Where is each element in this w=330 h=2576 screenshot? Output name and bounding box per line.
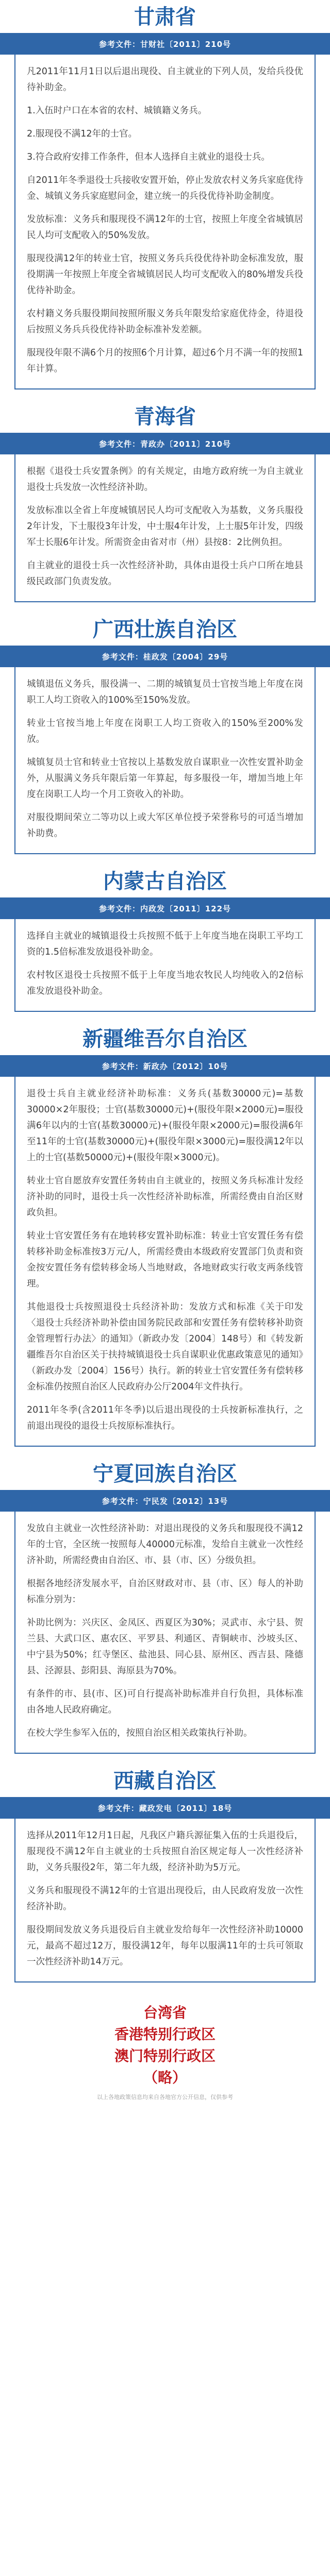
region-section — [0, 0, 330, 389]
policy-paragraph: 自主就业的退役士兵一次性经济补助，具体由退役士兵户口所在地县级民政部门负责发放。 — [27, 561, 303, 587]
policy-paragraph: 城镇退伍义务兵，服役满一、二期的城镇复员士官按当地上年度在岗职工人均工资收入的100%至150%发放。 — [27, 679, 303, 705]
reference-bar — [0, 646, 330, 667]
policy-paragraph: 服役期间发放义务兵退役后自主就业发给每年一次性经济补助10000元，最高不超过12万，服役满12年，每年以服满11年的士兵可领取一次性经济补助14万元。 — [27, 1925, 303, 1967]
reference-document: 参考文件：甘财社〔2011〕210号 — [98, 39, 232, 49]
region-body — [14, 1077, 316, 1447]
policy-paragraph: 服现役年限不满6个月的按照6个月计算，超过6个月不满一年的按照1年计算。 — [27, 348, 303, 374]
reference-document: 参考文件：宁民发〔2012〕13号 — [102, 1496, 228, 1506]
section-spacer — [0, 1982, 330, 1993]
section-spacer — [0, 1447, 330, 1457]
region-section — [0, 1457, 330, 1754]
policy-paragraph: 发放标准以全省上年度城镇居民人均可支配收入为基数，义务兵服役2年计发，下士服役3年计发，中士服4年计发，上士服5年计发，四级军士长服6年计发。所需资金由省对市（州）县按8：2比例负担。 — [27, 505, 303, 548]
policy-paragraph: 农村牧区退役士兵按照不低于上年度当地农牧民人均纯收入的2倍标准发放退役补助金。 — [27, 970, 303, 996]
closing-line-taiwan: 台湾省 — [143, 2004, 187, 2021]
region-body — [14, 55, 316, 389]
reference-document: 参考文件：桂政发〔2004〕29号 — [102, 652, 228, 662]
policy-paragraph: 转业士官按当地上年度在岗职工人均工资收入的150%至200%发放。 — [27, 718, 303, 744]
policy-paragraph: 城镇复员士官和转业士官按以上基数发放自谋职业一次性安置补助金外，从服满义务兵年限后第一年算起，每多服役一年，增加当地上年度在岗职工人均一个月工资收入的补助。 — [27, 757, 303, 800]
region-title: 宁夏回族自治区 — [93, 1462, 237, 1486]
reference-document: 参考文件：新政办〔2012〕10号 — [102, 1061, 228, 1071]
policy-paragraph: 义务兵和服现役不满12年的士官退出现役后，由人民政府发放一次性经济补助。 — [27, 1886, 303, 1912]
reference-bar — [0, 1055, 330, 1077]
region-title: 新疆维吾尔自治区 — [82, 1027, 248, 1051]
section-spacer — [0, 1754, 330, 1764]
region-title: 甘肃省 — [134, 5, 196, 29]
policy-paragraph: 选择自主就业的城镇退役士兵按照不低于上年度当地在岗职工平均工资的1.5倍标准发放退役补助金。 — [27, 931, 303, 957]
region-title: 内蒙古自治区 — [103, 870, 227, 893]
policy-paragraph: 转业士官自愿放弃安置任务转由自主就业的，按照义务兵标准计发经济补助的同时，退役士兵一次性经济补助标准，所需经费由自治区财政负担。 — [27, 1176, 303, 1218]
region-title: 广西壮族自治区 — [93, 618, 237, 641]
policy-paragraph: 转业士官安置任务有在地转移安置补助标准：转业士官安置任务有偿转移补助金标准按3万元/人，所需经费由本级政府安置部门负责和资金按安置任务有偿转移金场人当地财政，各地财政实行收支两条线管理。 — [27, 1231, 303, 1289]
region-section — [0, 1022, 330, 1447]
policy-paragraph: 选择从2011年12月1日起，凡我区户籍兵源征集入伍的士兵退役后，服现役不满12年自主就业的士兵按照自治区规定每人一次性经济补助，义务兵服役2年，第二年九级，经济补助为5万元。 — [27, 1831, 303, 1873]
section-spacer — [0, 602, 330, 613]
policy-paragraph: 有条件的市、县(市、区)可自行提高补助标准并自行负担，具体标准由各地人民政府确定。 — [27, 1689, 303, 1715]
region-section — [0, 613, 330, 854]
closing-line-hongkong: 香港特别行政区 — [114, 2026, 216, 2043]
reference-document: 参考文件：藏政发电〔2011〕18号 — [97, 1803, 233, 1813]
policy-paragraph: 其他退役士兵按照退役士兵经济补助：发放方式和标准《关于印发〈退役士兵经济补助补偿由国务院民政部和安置任务有偿转移补助资金管理暂行办法〉的通知》（新政办发〔2004〕148号）和《转发新疆维吾尔自治区关于扶持城镇退役士兵自谋职业优惠政策意见的通知》（新政办发〔2004〕156号）执行。新的转业士官安置任务有偿转移金标准仍按照自治区人民政府办公厅2004年文件执行。 — [27, 1302, 303, 1392]
section-spacer — [0, 389, 330, 400]
footnote: 以上各地政策信息均来自各地官方公开信息，仅供参考 — [97, 2094, 233, 2100]
section-spacer — [0, 1012, 330, 1022]
closing-line-omitted: （略） — [143, 2069, 187, 2086]
policy-paragraph: 2.服现役不满12年的士官。 — [27, 129, 137, 139]
region-section — [0, 865, 330, 1012]
reference-document: 参考文件：青政办〔2011〕210号 — [98, 439, 232, 449]
reference-bar — [0, 1797, 330, 1819]
region-section — [0, 400, 330, 602]
policy-paragraph: 发放自主就业一次性经济补助：对退出现役的义务兵和服现役不满12年的士官，全区统一按照每人40000元标准，发给自主就业一次性经济补助，所需经费由自治区、市、县（市、区）分级负担。 — [27, 1523, 303, 1566]
region-body — [14, 667, 316, 854]
policy-paragraph: 在校大学生参军入伍的，按照自治区相关政策执行补助。 — [27, 1728, 253, 1738]
policy-paragraph: 1.入伍时户口在本省的农村、城镇籍义务兵。 — [27, 106, 207, 116]
policy-paragraph: 农村籍义务兵服役期间按照所服义务兵年限发给家庭优待金，待退役后按照义务兵兵役优待补助金标准补发差额。 — [27, 309, 303, 335]
policy-paragraph: 3.符合政府安排工作条件，但本人选择自主就业的退役士兵。 — [27, 152, 270, 162]
region-body — [14, 919, 316, 1012]
region-body — [14, 1512, 316, 1754]
policy-paragraph: 凡2011年11月1日以后退出现役、自主就业的下列人员，发给兵役优待补助金。 — [27, 66, 303, 93]
region-title: 西藏自治区 — [113, 1769, 217, 1793]
reference-bar — [0, 897, 330, 919]
policy-paragraph: 2011年冬季(含2011年冬季)以后退出现役的士兵按新标准执行，之前退出现役的退役士兵按原标准执行。 — [27, 1405, 303, 1431]
policy-paragraph: 自2011年冬季退役士兵接收安置开始，停止发放农村义务兵家庭优待金、城镇义务兵家庭慰问金，建立统一的兵役优待补助金制度。 — [27, 175, 303, 201]
policy-paragraph: 根据各地经济发展水平，自治区财政对市、县（市、区）每人的补助标准分别为： — [27, 1579, 303, 1605]
policy-paragraph: 对服役期间荣立二等功以上或大军区单位授予荣誉称号的可适当增加补助费。 — [27, 812, 303, 839]
region-body — [14, 454, 316, 602]
policy-paragraph: 发放标准：义务兵和服现役不满12年的士官，按照上年度全省城镇居民人均可支配收入的50%发放。 — [27, 214, 303, 241]
reference-document: 参考文件：内政发〔2011〕122号 — [98, 904, 232, 913]
policy-paragraph: 服现役满12年的转业士官，按照义务兵兵役优待补助金标准发放，服役期满一年按照上年度全省城镇居民人均可支配收入的80%增发兵役优待补助金。 — [27, 253, 303, 296]
region-body — [14, 1819, 316, 1982]
closing-line-macau: 澳门特别行政区 — [114, 2047, 216, 2064]
reference-bar — [0, 1490, 330, 1512]
region-section — [0, 1764, 330, 1982]
policy-paragraph: 根据《退役士兵安置条例》的有关规定，由地方政府统一为自主就业退役士兵发放一次性经济补助。 — [27, 466, 303, 493]
policy-paragraph: 补助比例为：兴庆区、金凤区、西夏区为30%；灵武市、永宁县、贺兰县、大武口区、惠农区、平罗县、利通区、青铜峡市、沙坡头区、中宁县为50%；红寺堡区、盐池县、同心县、原州区、西吉县、隆德县、泾源县、彭阳县、海原县为70%。 — [27, 1618, 303, 1676]
closing-block — [0, 2002, 330, 2101]
reference-bar — [0, 433, 330, 454]
section-spacer — [0, 854, 330, 865]
region-title: 青海省 — [134, 405, 196, 429]
policy-paragraph: 退役士兵自主就业经济补助标准：义务兵(基数30000元)=基数30000×2年服役；士官(基数30000元)+(服役年限×2000元)=服役满6年以内的士官(基数30000元)+(服役年限×2000元)=服役满6年至11年的士官(基数30000元)+(服役年限×3000元)=服役满12年以上的士官(基数50000元)+(服役年限×3000元)。 — [27, 1089, 303, 1163]
reference-bar — [0, 33, 330, 55]
